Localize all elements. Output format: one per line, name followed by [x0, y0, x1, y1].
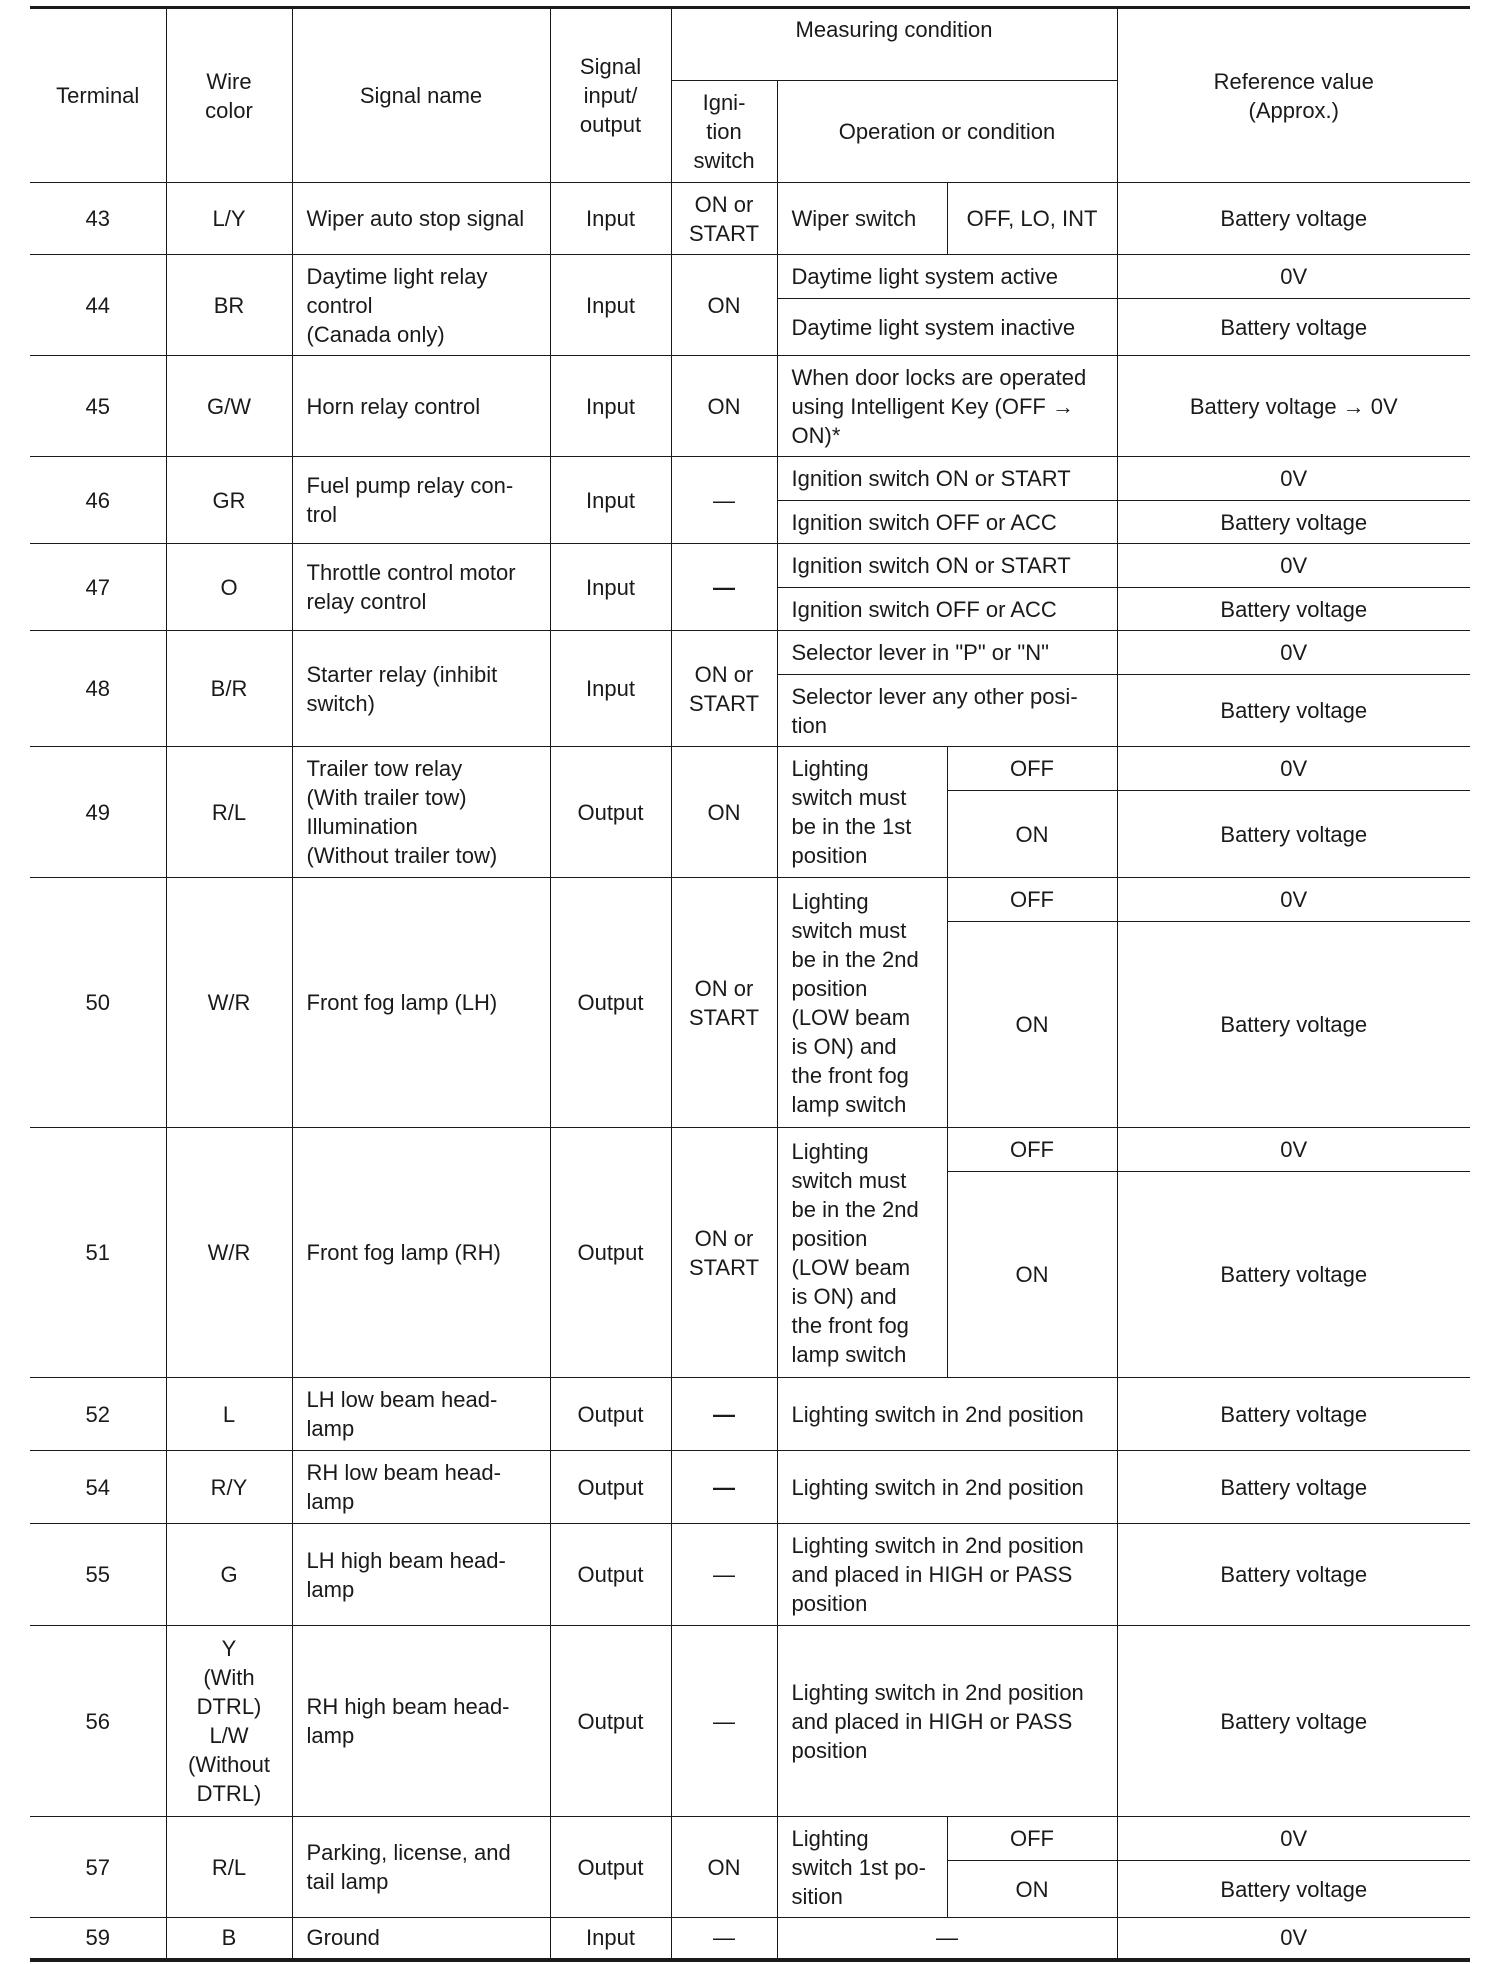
operation-cell: Ignition switch OFF or ACC [777, 588, 1117, 631]
reference-value-cell: Battery voltage [1117, 1524, 1470, 1626]
reference-value-cell: 0V [1117, 255, 1470, 299]
signal-io-cell: Output [550, 1128, 671, 1378]
reference-value-cell: Battery voltage [1117, 299, 1470, 356]
ignition-cell: ON [671, 747, 777, 878]
signal-io-cell: Input [550, 631, 671, 747]
ignition-cell: — [671, 1918, 777, 1960]
wire-color-cell: B/R [166, 631, 292, 747]
terminal-cell: 56 [30, 1626, 166, 1817]
signal-io-cell: Input [550, 255, 671, 356]
signal-io-cell: Input [550, 183, 671, 255]
reference-value-cell: Battery voltage [1117, 922, 1470, 1128]
wire-color-cell: W/R [166, 1128, 292, 1378]
wire-color-cell: B [166, 1918, 292, 1960]
signal-name-cell: Starter relay (inhibit switch) [292, 631, 550, 747]
terminal-cell: 52 [30, 1378, 166, 1451]
header-ignition-switch: Igni- tion switch [671, 81, 777, 183]
wire-color-cell: G [166, 1524, 292, 1626]
reference-value-cell: 0V [1117, 1128, 1470, 1172]
signal-name-cell: Front fog lamp (RH) [292, 1128, 550, 1378]
condition-cell: ON [947, 1172, 1117, 1378]
terminal-cell: 44 [30, 255, 166, 356]
table-row [30, 457, 1470, 501]
signal-name-cell: LH high beam head- lamp [292, 1524, 550, 1626]
condition-cell: OFF [947, 1128, 1117, 1172]
table-row [30, 747, 1470, 791]
ignition-cell: ON or START [671, 878, 777, 1128]
terminal-reference-table [30, 6, 1470, 1962]
terminal-cell: 57 [30, 1817, 166, 1918]
terminal-cell: 51 [30, 1128, 166, 1378]
signal-name-cell: Trailer tow relay (With trailer tow) Illumination (Without trailer tow) [292, 747, 550, 878]
header-reference-value: Reference value (Approx.) [1117, 8, 1470, 183]
signal-name-cell: Fuel pump relay con- trol [292, 457, 550, 544]
wire-color-cell: L/Y [166, 183, 292, 255]
header-row [30, 8, 1470, 81]
reference-value-cell: 0V [1117, 631, 1470, 675]
ignition-cell: — [671, 1451, 777, 1524]
reference-value-cell: Battery voltage [1117, 1172, 1470, 1378]
table-row [30, 1451, 1470, 1524]
header-signal-name: Signal name [292, 8, 550, 183]
operation-cell: Lighting switch in 2nd position [777, 1451, 1117, 1524]
wire-color-cell: R/Y [166, 1451, 292, 1524]
ignition-cell: — [671, 1626, 777, 1817]
ignition-cell: ON [671, 1817, 777, 1918]
condition-cell: ON [947, 922, 1117, 1128]
condition-cell: OFF [947, 747, 1117, 791]
operation-cell: Lighting switch in 2nd position and placed in HIGH or PASS position [777, 1626, 1117, 1817]
operation-cell: Ignition switch ON or START [777, 544, 1117, 588]
signal-name-cell: Throttle control motor relay control [292, 544, 550, 631]
signal-io-cell: Input [550, 1918, 671, 1960]
reference-value-cell: 0V [1117, 544, 1470, 588]
wire-color-cell: L [166, 1378, 292, 1451]
reference-value-cell: Battery voltage [1117, 1861, 1470, 1918]
reference-value-cell: 0V [1117, 1918, 1470, 1960]
signal-name-cell: RH low beam head- lamp [292, 1451, 550, 1524]
operation-cell: Lighting switch in 2nd position and placed in HIGH or PASS position [777, 1524, 1117, 1626]
header-operation-condition: Operation or condition [777, 81, 1117, 183]
signal-io-cell: Output [550, 747, 671, 878]
signal-io-cell: Output [550, 1378, 671, 1451]
signal-name-cell: LH low beam head- lamp [292, 1378, 550, 1451]
operation-cell: Lighting switch in 2nd position [777, 1378, 1117, 1451]
signal-io-cell: Input [550, 356, 671, 457]
signal-io-cell: Output [550, 878, 671, 1128]
terminal-cell: 59 [30, 1918, 166, 1960]
terminal-cell: 47 [30, 544, 166, 631]
table-row [30, 356, 1470, 457]
signal-name-cell: Front fog lamp (LH) [292, 878, 550, 1128]
reference-value-cell: Battery voltage → 0V [1117, 356, 1470, 457]
reference-value-cell: Battery voltage [1117, 1451, 1470, 1524]
operation-cell: Lighting switch must be in the 2nd position (LOW beam is ON) and the front fog lamp switch [777, 878, 947, 1128]
table-row [30, 1626, 1470, 1817]
wire-color-cell: GR [166, 457, 292, 544]
terminal-cell: 45 [30, 356, 166, 457]
operation-cell: Ignition switch OFF or ACC [777, 501, 1117, 544]
condition-cell: OFF [947, 1817, 1117, 1861]
reference-value-cell: Battery voltage [1117, 1626, 1470, 1817]
signal-io-cell: Output [550, 1817, 671, 1918]
table-row [30, 1128, 1470, 1172]
wire-color-cell: Y (With DTRL) L/W (Without DTRL) [166, 1626, 292, 1817]
terminal-cell: 46 [30, 457, 166, 544]
signal-name-cell: Ground [292, 1918, 550, 1960]
header-wire-color: Wire color [166, 8, 292, 183]
wire-color-cell: O [166, 544, 292, 631]
signal-name-cell: RH high beam head- lamp [292, 1626, 550, 1817]
table-row [30, 1524, 1470, 1626]
operation-cell: Selector lever any other posi- tion [777, 675, 1117, 747]
operation-cell: Lighting switch must be in the 2nd position (LOW beam is ON) and the front fog lamp switch [777, 1128, 947, 1378]
condition-cell: ON [947, 1861, 1117, 1918]
operation-cell: — [777, 1918, 1117, 1960]
operation-cell: Lighting switch must be in the 1st position [777, 747, 947, 878]
ignition-cell: — [671, 457, 777, 544]
header-signal-io: Signal input/ output [550, 8, 671, 183]
table-row [30, 183, 1470, 255]
signal-io-cell: Output [550, 1451, 671, 1524]
operation-cell: Daytime light system active [777, 255, 1117, 299]
ignition-cell: — [671, 544, 777, 631]
reference-value-cell: 0V [1117, 747, 1470, 791]
signal-io-cell: Input [550, 544, 671, 631]
ignition-cell: — [671, 1524, 777, 1626]
signal-name-cell: Daytime light relay control (Canada only) [292, 255, 550, 356]
table-row [30, 631, 1470, 675]
reference-value-cell: Battery voltage [1117, 183, 1470, 255]
table-row [30, 544, 1470, 588]
terminal-cell: 50 [30, 878, 166, 1128]
ignition-cell: ON [671, 356, 777, 457]
operation-cell: Wiper switch [777, 183, 947, 255]
header-terminal: Terminal [30, 8, 166, 183]
ignition-cell: ON or START [671, 1128, 777, 1378]
ignition-cell: ON or START [671, 631, 777, 747]
terminal-cell: 43 [30, 183, 166, 255]
ignition-cell: — [671, 1378, 777, 1451]
operation-cell: When door locks are operated using Intelligent Key (OFF → ON)* [777, 356, 1117, 457]
operation-cell: Selector lever in "P" or "N" [777, 631, 1117, 675]
reference-value-cell: Battery voltage [1117, 501, 1470, 544]
reference-value-cell: Battery voltage [1117, 588, 1470, 631]
ignition-cell: ON or START [671, 183, 777, 255]
signal-name-cell: Wiper auto stop signal [292, 183, 550, 255]
table-row [30, 878, 1470, 922]
table-row [30, 1918, 1470, 1960]
wire-color-cell: BR [166, 255, 292, 356]
reference-value-cell: Battery voltage [1117, 675, 1470, 747]
condition-cell: ON [947, 791, 1117, 878]
table-row [30, 1817, 1470, 1861]
terminal-cell: 49 [30, 747, 166, 878]
terminal-cell: 55 [30, 1524, 166, 1626]
signal-name-cell: Horn relay control [292, 356, 550, 457]
operation-cell: Lighting switch 1st po- sition [777, 1817, 947, 1918]
reference-value-cell: Battery voltage [1117, 791, 1470, 878]
reference-value-cell: Battery voltage [1117, 1378, 1470, 1451]
wire-color-cell: R/L [166, 1817, 292, 1918]
condition-cell: OFF [947, 878, 1117, 922]
ignition-cell: ON [671, 255, 777, 356]
table-row [30, 1378, 1470, 1451]
signal-name-cell: Parking, license, and tail lamp [292, 1817, 550, 1918]
terminal-cell: 54 [30, 1451, 166, 1524]
signal-io-cell: Output [550, 1524, 671, 1626]
condition-cell: OFF, LO, INT [947, 183, 1117, 255]
terminal-cell: 48 [30, 631, 166, 747]
table-row [30, 255, 1470, 299]
wire-color-cell: R/L [166, 747, 292, 878]
operation-cell: Daytime light system inactive [777, 299, 1117, 356]
wire-color-cell: W/R [166, 878, 292, 1128]
operation-cell: Ignition switch ON or START [777, 457, 1117, 501]
reference-value-cell: 0V [1117, 457, 1470, 501]
wire-color-cell: G/W [166, 356, 292, 457]
reference-value-cell: 0V [1117, 1817, 1470, 1861]
reference-value-cell: 0V [1117, 878, 1470, 922]
header-measuring-condition: Measuring condition [671, 8, 1117, 81]
signal-io-cell: Input [550, 457, 671, 544]
signal-io-cell: Output [550, 1626, 671, 1817]
